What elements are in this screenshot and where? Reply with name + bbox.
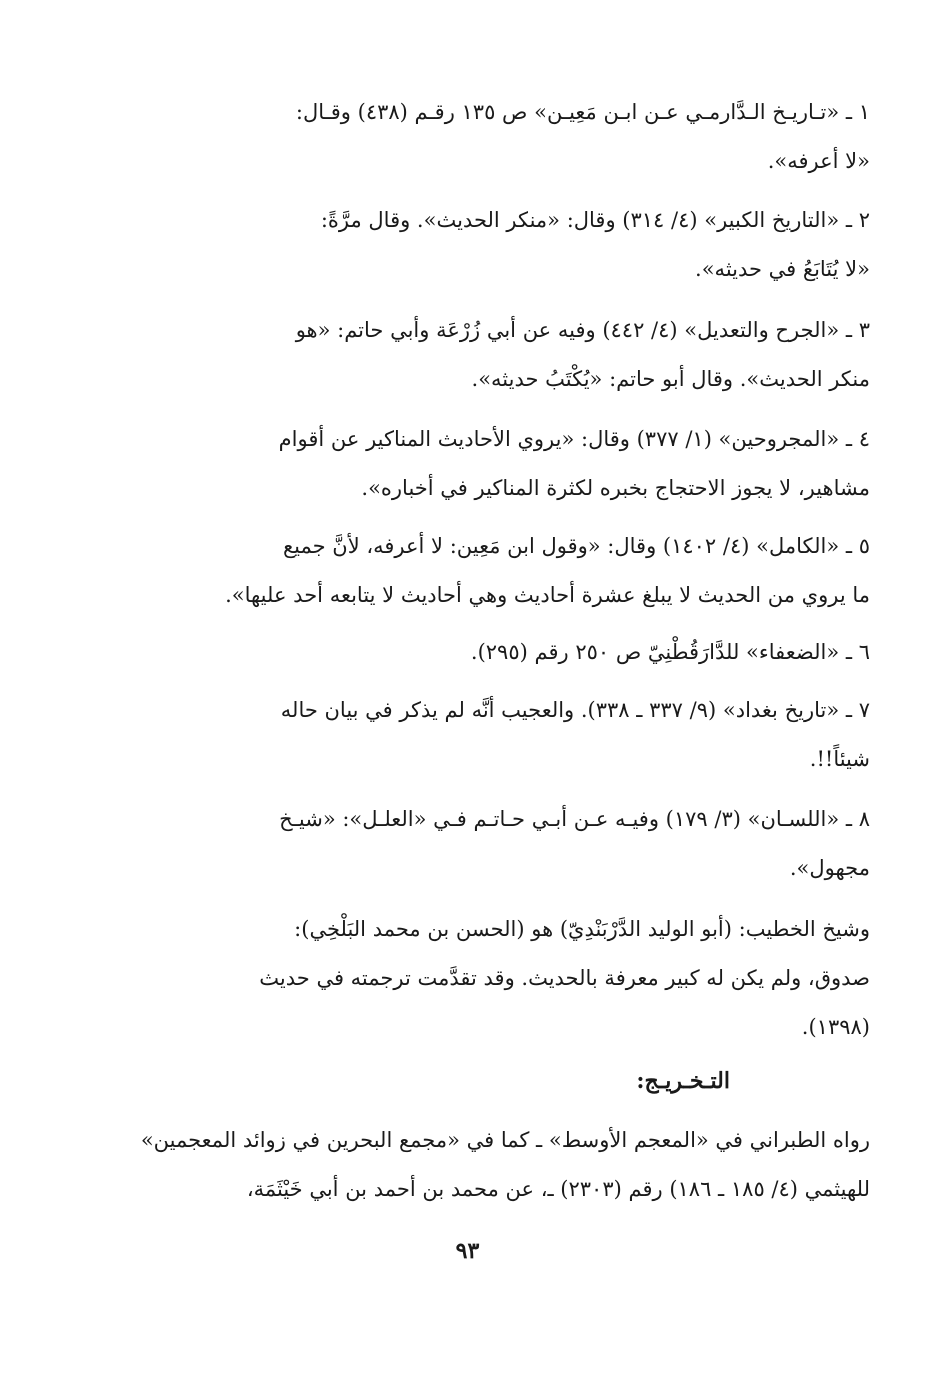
footnote-3 (118, 306, 870, 404)
footnote-line: «لا يُتَابَعُ في حديثه». (695, 257, 870, 281)
footnote-2 (118, 196, 870, 294)
footnote-line: ٧ ـ «تاريخ بغداد» (٩/ ٣٣٧ ـ ٣٣٨). والعجيب أنَّه لم يذكر في بيان حاله (280, 698, 870, 722)
footnote-line: ١ ـ «تـاريـخ الـدَّارمـي عـن ابـن مَعِيـن» ص ١٣٥ رقـم (٤٣٨) وقـال: (295, 100, 870, 124)
paragraph-line: (١٣٩٨). (801, 1015, 870, 1039)
footnote-line: ٥ ـ «الكامل» (٤/ ١٤٠٢) وقال: «وقول ابن مَعِين: لا أعرفه، لأنَّ جميع (282, 534, 870, 558)
footnote-8 (118, 795, 870, 893)
paragraph-line: رواه الطبراني في «المعجم الأوسط» ـ كما في «مجمع البحرين في زوائد المعجمين» (140, 1128, 870, 1152)
footnote-1 (118, 88, 870, 186)
footnote-5 (118, 522, 870, 620)
footnote-7 (118, 686, 870, 784)
footnote-line: ٦ ـ «الضعفاء» للدَّارَقُطْنِيّ ص ٢٥٠ رقم (٢٩٥). (470, 640, 870, 664)
section-heading: التـخـريـج: (636, 1068, 730, 1094)
page-number: ٩٣ (455, 1238, 480, 1264)
paragraph-line: وشيخ الخطيب: (أبو الوليد الدَّرْبَنْدِيّ) هو (الحسن بن محمد البَلْخِي): (294, 917, 870, 941)
footnote-line: مشاهير، لا يجوز الاحتجاج بخبره لكثرة المناكير في أخباره». (361, 476, 870, 500)
footnote-line: ٤ ـ «المجروحين» (١/ ٣٧٧) وقال: «يروي الأحاديث المناكير عن أقوام (278, 427, 870, 451)
footnote-line: منكر الحديث». وقال أبو حاتم: «يُكْتَبُ حديثه». (471, 367, 870, 391)
sheikh-paragraph (118, 905, 870, 1052)
paragraph-line: للهيثمي (٤/ ١٨٥ ـ ١٨٦) رقم (٢٣٠٣) ـ، عن محمد بن أحمد بن أبي خَيْثَمَة، (246, 1177, 870, 1201)
footnote-line: ٢ ـ «التاريخ الكبير» (٤/ ٣١٤) وقال: «منكر الحديث». وقال مرَّةً: (320, 208, 870, 232)
footnote-6 (118, 628, 870, 677)
footnote-line: ٨ ـ «اللسـان» (٣/ ١٧٩) وفيـه عـن أبـي حـاتـم فـي «العلـل»: «شيـخ (279, 807, 870, 831)
takhrij-paragraph (118, 1116, 870, 1214)
footnote-line: مجهول». (789, 856, 870, 880)
footnote-line: شيئاً!!. (809, 747, 870, 771)
footnote-line: ٣ ـ «الجرح والتعديل» (٤/ ٤٤٢) وفيه عن أبي زُرْعَة وأبي حاتم: «هو (295, 318, 870, 342)
footnote-4 (118, 415, 870, 513)
footnote-line: «لا أعرفه». (767, 149, 870, 173)
footnote-line: ما يروي من الحديث لا يبلغ عشرة أحاديث وهي أحاديث لا يتابعه أحد عليها». (225, 583, 870, 607)
paragraph-line: صدوق، ولم يكن له كبير معرفة بالحديث. وقد تقدَّمت ترجمته في حديث (259, 966, 870, 990)
